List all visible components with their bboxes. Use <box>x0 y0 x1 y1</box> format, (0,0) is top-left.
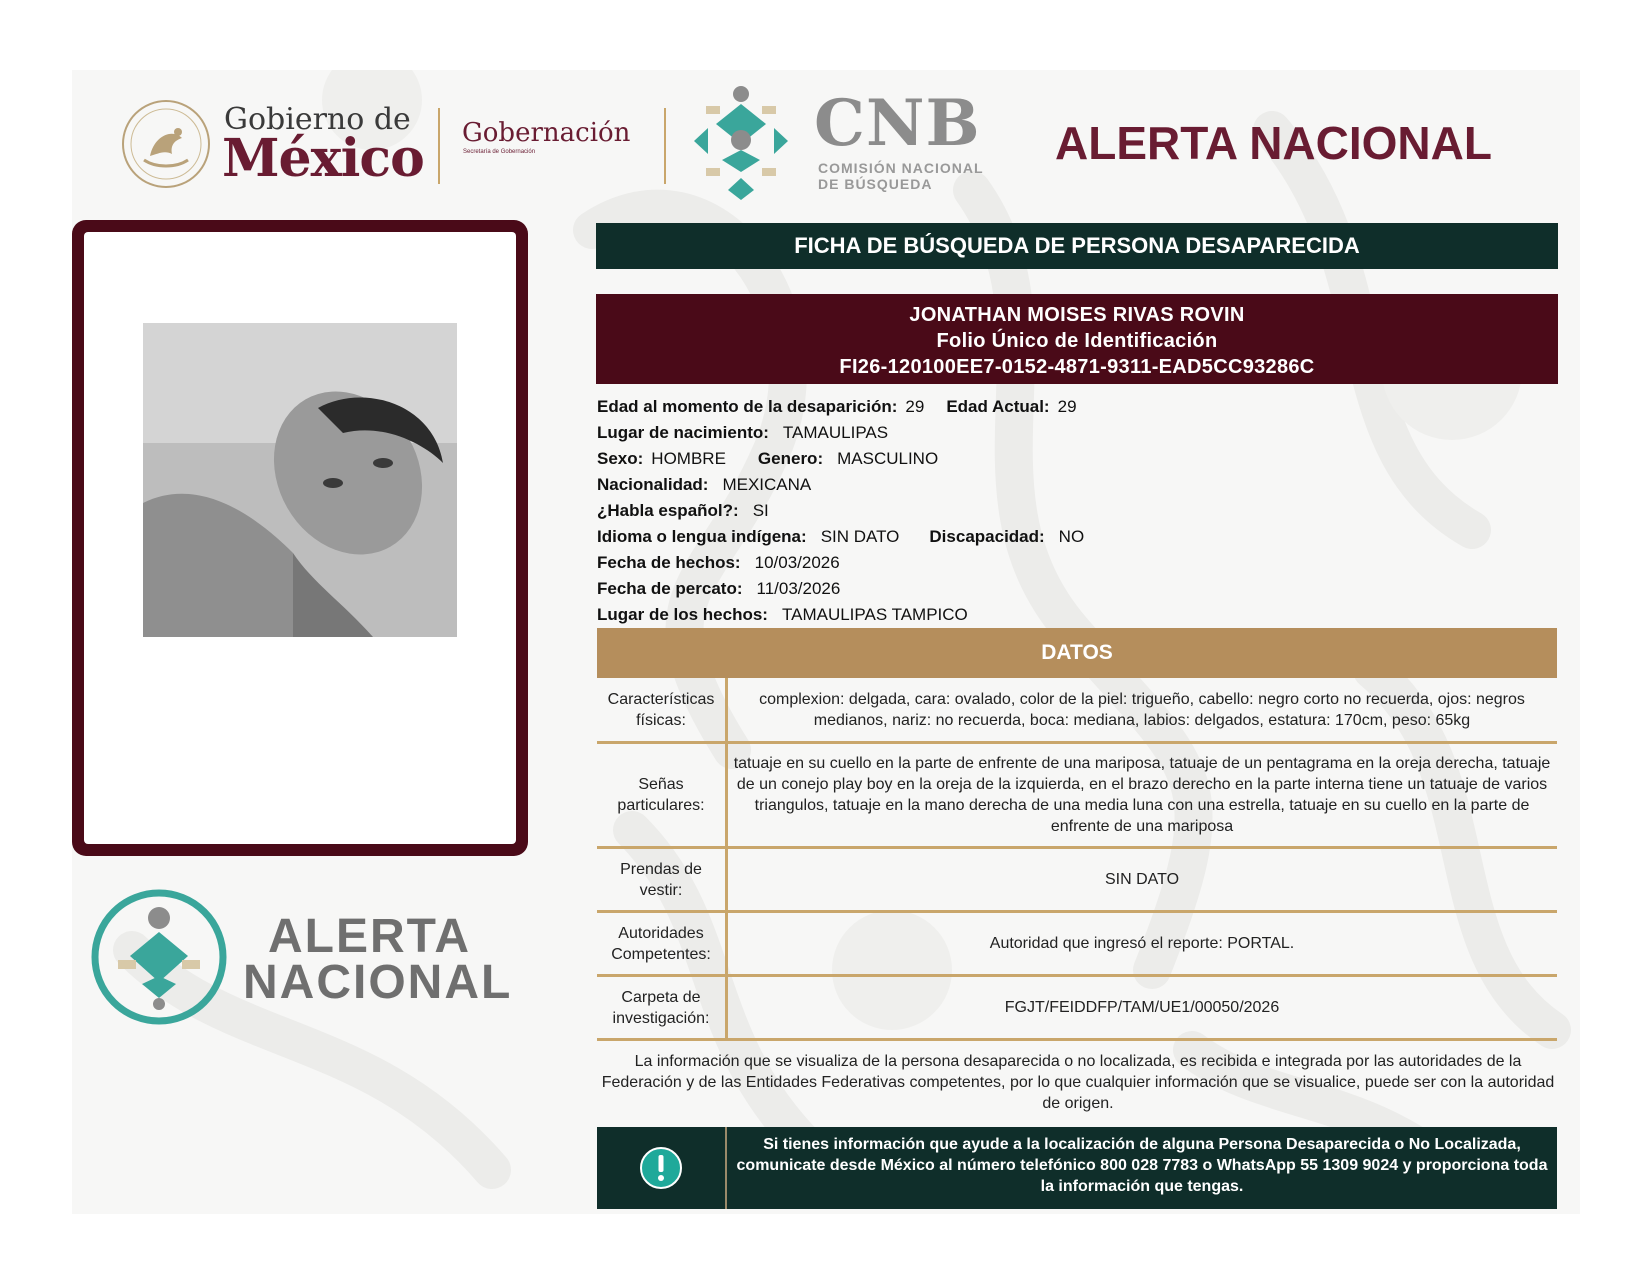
idioma-label: Idioma o lengua indígena: <box>597 527 807 546</box>
lugar-nacimiento-label: Lugar de nacimiento: <box>597 423 769 442</box>
sexo-label: Sexo: <box>597 449 644 468</box>
gobierno-line2: México <box>222 128 424 189</box>
fecha-hechos-value: 10/03/2026 <box>754 553 840 572</box>
datos-row-carpeta <box>597 977 1557 1041</box>
edad-actual-value: 29 <box>1057 397 1077 416</box>
discapacidad-value: NO <box>1058 527 1085 546</box>
contact-text: Si tienes información que ayude a la localización de alguna Persona Desaparecida o No Localizada, comunicate desde México al número telefónico 800 028 7783 o WhatsApp 55 1309 9024 y proporciona toda la información que tengas. <box>736 1136 1548 1195</box>
edad-desaparicion-value: 29 <box>905 397 925 416</box>
exclamation-icon <box>639 1146 683 1190</box>
info-row-fecha-hechos <box>597 553 840 573</box>
datos-row-divider <box>725 849 728 910</box>
info-row-edad <box>597 397 1077 417</box>
genero-label: Genero: <box>757 449 824 468</box>
lugar-nacimiento-value: TAMAULIPAS <box>782 423 889 442</box>
contact-banner <box>597 1127 1557 1209</box>
datos-row-divider <box>725 744 728 846</box>
datos-title-bar: DATOS <box>597 628 1557 678</box>
missing-person-photo <box>143 323 457 637</box>
info-row-lugar-nacimiento <box>597 423 888 443</box>
footer-logo-line1: ALERTA <box>268 910 472 963</box>
datos-row-divider <box>725 913 728 974</box>
datos-row-label: Autoridades Competentes: <box>611 924 711 963</box>
person-name: JONATHAN MOISES RIVAS ROVIN <box>909 304 1245 326</box>
datos-row-value: tatuaje en su cuello en la parte de enfrente de una mariposa, tatuaje de un pentagrama en la oreja derecha, tatuaje de un conejo play boy en la oreja de la izquierda, en el brazo derecho en la parte interna tiene un tatuaje de varios triangulos, tatuaje en la mano derecha de una media luna con una estrella, tatuaje en su cuello en la parte de enfrente de una mariposa <box>733 755 1551 835</box>
folio-number: FI26-120100EE7-0152-4871-9311-EAD5CC93286C <box>839 356 1315 378</box>
lugar-hechos-label: Lugar de los hechos: <box>597 605 768 624</box>
gobernacion-logo-text: Gobernación <box>462 118 631 148</box>
folio-label: Folio Único de Identificación <box>936 330 1218 352</box>
sexo-value: HOMBRE <box>651 449 726 468</box>
datos-row-value: FGJT/FEIDDFP/TAM/UE1/00050/2026 <box>1004 999 1280 1016</box>
gobernacion-subtitle: Secretaría de Gobernación <box>463 149 536 155</box>
edad-actual-label: Edad Actual: <box>946 397 1050 416</box>
gobierno-line1: Gobierno de <box>224 102 411 137</box>
header-separator <box>438 108 440 184</box>
genero-value: MASCULINO <box>837 449 939 468</box>
cnb-sub-line2: DE BÚSQUEDA <box>818 176 933 192</box>
fecha-hechos-label: Fecha de hechos: <box>597 553 741 572</box>
mexico-seal-logo <box>120 98 212 190</box>
datos-row-value: SIN DATO <box>1104 871 1180 888</box>
info-row-lugar-hechos <box>597 605 968 625</box>
discapacidad-label: Discapacidad: <box>929 527 1045 546</box>
cnb-logo <box>682 82 800 200</box>
datos-row-value: Autoridad que ingresó el reporte: PORTAL. <box>989 935 1295 952</box>
info-row-nacionalidad <box>597 475 811 495</box>
datos-row-senas <box>597 744 1557 849</box>
habla-label: ¿Habla español?: <box>597 501 739 520</box>
datos-row-prendas <box>597 849 1557 913</box>
cnb-title: CNB <box>814 86 981 161</box>
alerta-nacional-logo <box>88 886 230 1028</box>
datos-row-label: Características físicas: <box>607 690 715 729</box>
datos-row-divider <box>725 977 728 1038</box>
alerta-nacional-title: ALERTA NACIONAL <box>1055 117 1492 169</box>
contact-divider <box>725 1127 727 1209</box>
ficha-title-bar: FICHA DE BÚSQUEDA DE PERSONA DESAPARECIDA <box>596 223 1558 269</box>
datos-row-caracteristicas <box>597 678 1557 744</box>
disclaimer-text: La información que se visualiza de la persona desaparecida o no localizada, es recibida e integrada por las autoridades de la Federación y de las Entidades Federativas competentes, por lo que cualquier información que se visualice, puede ser con la autoridad de origen. <box>601 1053 1555 1112</box>
info-row-habla <box>597 501 769 521</box>
fecha-percato-value: 11/03/2026 <box>756 579 841 598</box>
cnb-sub-line1: COMISIÓN NACIONAL <box>818 160 984 176</box>
cnb-subtitle <box>818 160 984 192</box>
header-separator <box>664 108 666 184</box>
edad-desaparicion-label: Edad al momento de la desaparición: <box>597 397 898 416</box>
lugar-hechos-value: TAMAULIPAS TAMPICO <box>781 605 968 624</box>
fecha-percato-label: Fecha de percato: <box>597 579 743 598</box>
datos-row-label: Prendas de vestir: <box>620 860 702 899</box>
habla-value: SI <box>752 501 769 520</box>
datos-row-label: Señas particulares: <box>617 776 705 814</box>
info-row-fecha-percato <box>597 579 840 599</box>
person-identity-box <box>596 294 1558 384</box>
info-row-idioma <box>597 527 1084 547</box>
datos-row-value: complexion: delgada, cara: ovalado, color de la piel: trigueño, cabello: negro corto no recuerda, ojos: negros medianos, nariz: no recuerda, boca: mediana, labios: delgados, estatura: 170cm, peso: 65kg <box>759 690 1525 729</box>
info-row-sexo <box>597 449 938 469</box>
datos-row-autoridades <box>597 913 1557 977</box>
footer-logo-line2: NACIONAL <box>243 956 513 1009</box>
datos-row-label: Carpeta de investigación: <box>612 988 710 1027</box>
nacionalidad-label: Nacionalidad: <box>597 475 709 494</box>
nacionalidad-value: MEXICANA <box>722 475 812 494</box>
datos-row-divider <box>725 678 728 741</box>
idioma-value: SIN DATO <box>820 527 900 546</box>
